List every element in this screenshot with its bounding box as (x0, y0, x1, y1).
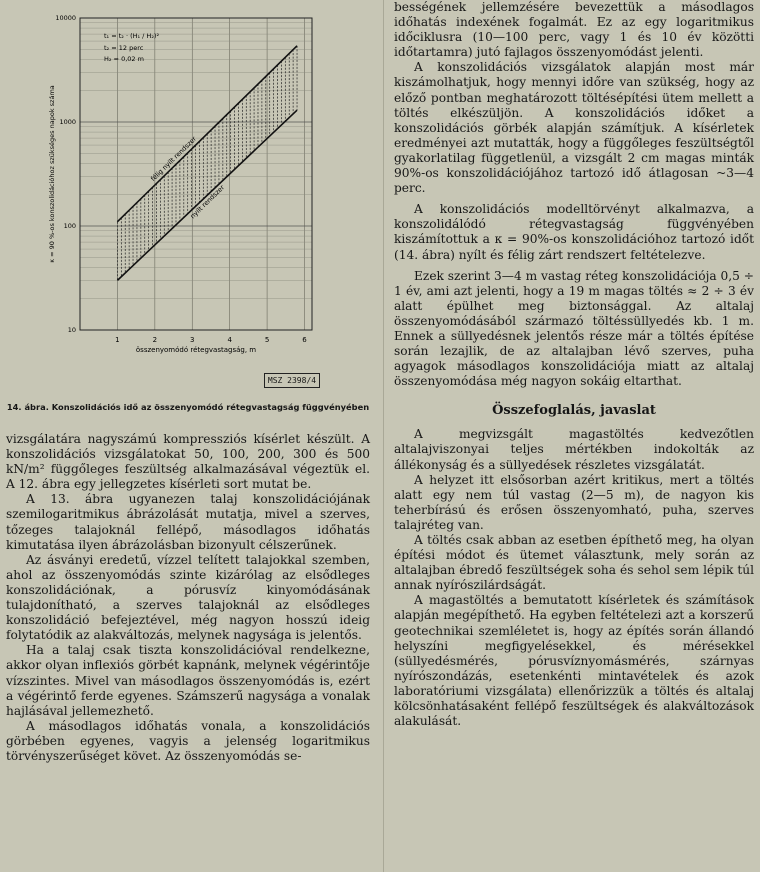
x-tick-label: 3 (190, 336, 195, 344)
series-label-nyilt: nyílt rendszer (188, 183, 227, 221)
paragraph: A konszolidációs modelltörvényt alkalmazva, a konszolidálódó rétegvastagság függvényében kiszámítottuk a κ = 90%-os konszolidációhoz tartozó időt (14. ábra) nyílt és félig zárt rendszert feltételezve. (394, 202, 754, 262)
stamp: MSZ 2398/4 (264, 373, 320, 388)
series-label-felig-nyilt: félig nyílt rendszer (149, 134, 198, 183)
y-tick-labels (55, 14, 76, 334)
band-hatching (117, 46, 297, 281)
paragraph: A magastöltés a bemutatott kísérletek és számítások alapján megépíthető. Ha egyben feltételezi azt a korszerű geotechnikai szemléletet is, hogy az építés során állandó helyszíni megfigyelésekkel, és mérésekkel (süllyedésmérés, pórusvíznyomásmérés, szárnyas nyírószondázás, esetenkénti mintavételek és azok laboratóriumi vizsgálata) ellenőrizzük a töltés és altalaj kölcsönhatásaként fellépő feszültségek és alakváltozások alakulását. (394, 593, 754, 729)
y-tick-label: 100 (63, 222, 76, 230)
formula-box (104, 32, 159, 63)
paragraph: A helyzet itt elsősorban azért kritikus, mert a töltés alatt egy nem túl vastag (2—5 m), de nagyon kis teherbírású és erősen összenyomható, puha, szerves talajréteg van. (394, 472, 754, 532)
paragraph: Ha a talaj csak tiszta konszolidációval rendelkezne, akkor olyan inflexiós görbét kapnánk, melynek végérintője vízszintes. Mivel van másodlagos összenyomódás is, ezért a végérintő ferde egyenes. Számszerű nagysága a vonalak hajlásával jellemezhető. (6, 643, 370, 718)
paragraph: A másodlagos időhatás vonala, a konszolidációs görbében egyenes, vagyis a jelenség logaritmikus törvényszerűséget követ. Az összenyomódás se- (6, 718, 370, 763)
formula-line-2: t₂ = 12 perc (104, 44, 144, 52)
x-tick-labels (115, 336, 307, 344)
figure-14 (6, 0, 370, 432)
y-tick-label: 10 (67, 326, 76, 334)
x-axis-label: összenyomódó rétegvastagság, m (135, 346, 257, 354)
section-title: Összefoglalás, javaslat (492, 403, 656, 419)
consolidation-chart (6, 0, 370, 400)
x-tick-label: 2 (152, 336, 158, 344)
right-column (394, 0, 754, 729)
formula-line-1: t₁ = t₂ · (H₁ / H₂)² (104, 32, 160, 40)
x-tick-label: 6 (302, 336, 307, 344)
y-tick-label: 1000 (59, 118, 76, 126)
paragraph: A konszolidációs vizsgálatok alapján most már kiszámolhatjuk, hogy mennyi időre van szükség, hogy az előző pontban meghatározott töltésépítési ütem mellett a töltés elkészüljön. A konszolidációs időket a konszolidációs görbék alapján számítjuk. A kísérletek eredményei azt mutatták, hogy a függőleges feszültségtől gyakorlatilag függetlenül, a vizsgált 2 cm magas minták 90%-os konszolidációjához tartozó idő átlagosan ~3—4 perc. (394, 60, 754, 196)
y-axis-label: κ = 90 %-os konszolidációhoz szükséges napok száma (48, 85, 56, 263)
paragraph: A 13. ábra ugyanezen talaj konszolidációjának szemilogaritmikus ábrázolását mutatja, mivel a szerves, tőzeges talajoknál fellépő, másodlagos időhatás kimutatása ilyen ábrázolásban bizonyult célszerűnek. (6, 492, 370, 552)
paragraph: A töltés csak abban az esetben építhető meg, ha olyan építési módot és ütemet választunk, mely során az altalajban ébredő feszültségek soha és sehol sem lépik túl annak nyírószilárdságát. (394, 533, 754, 593)
paragraph: bességének jellemzésére bevezettük a másodlagos időhatás indexének fogalmát. Ez az egy logaritmikus időciklusra (10—100 perc, vagy 1 és 10 év közötti időtartamra) jutó fajlagos összenyomódást jelenti. (394, 0, 754, 60)
x-tick-label: 5 (264, 336, 270, 344)
paragraph: vizsgálatára nagyszámú kompressziós kísérlet készült. A konszolidációs vizsgálatokat 50, 100, 200, 300 és 500 kN/m² függőleges feszültség alkalmazásával végeztük el. A 12. ábra egy jellegzetes kísérleti sort mutat be. (6, 432, 370, 492)
y-tick-label: 10000 (55, 14, 76, 22)
x-tick-label: 4 (227, 336, 232, 344)
paragraph: Ezek szerint 3—4 m vastag réteg konszolidációja 0,5 ÷ 1 év, ami azt jelenti, hogy a 19 m magas töltés ≈ 2 ÷ 3 év alatt épülhet meg biztonsággal. Az altalaj összenyomódásából származó töltéssüllyedés kb. 1 m. Ennek a süllyedésnek jelentős része már a töltés építése során lezajlik, de az altalajban lévő szerves, puha agyagok másodlagos konszolidációja miatt az altalaj összenyomódása még nagyon sokáig eltarthat. (394, 268, 754, 389)
paragraph: Az ásványi eredetű, vízzel telített talajokkal szemben, ahol az összenyomódás szinte kizárólag az elsődleges konszolidációnak, a pórusvíz kinyomódásának tulajdonítható, a szerves talajoknál az elsődleges konszolidáció befejeztével, még nagyon hosszú ideig folytatódik az alakváltozás, melynek nagysága is jelentős. (6, 552, 370, 643)
x-tick-label: 1 (115, 336, 120, 344)
figure-caption: 14. ábra. Konszolidációs idő az összenyomódó rétegvastagság függvényében (6, 402, 370, 412)
left-column (6, 0, 370, 764)
column-divider (383, 0, 384, 872)
paragraph: A megvizsgált magastöltés kedvezőtlen altalajviszonyai teljes mértékben indokolták az állékonyság és a süllyedések részletes vizsgálatát. (394, 427, 754, 472)
formula-line-3: H₂ = 0,02 m (104, 55, 144, 63)
